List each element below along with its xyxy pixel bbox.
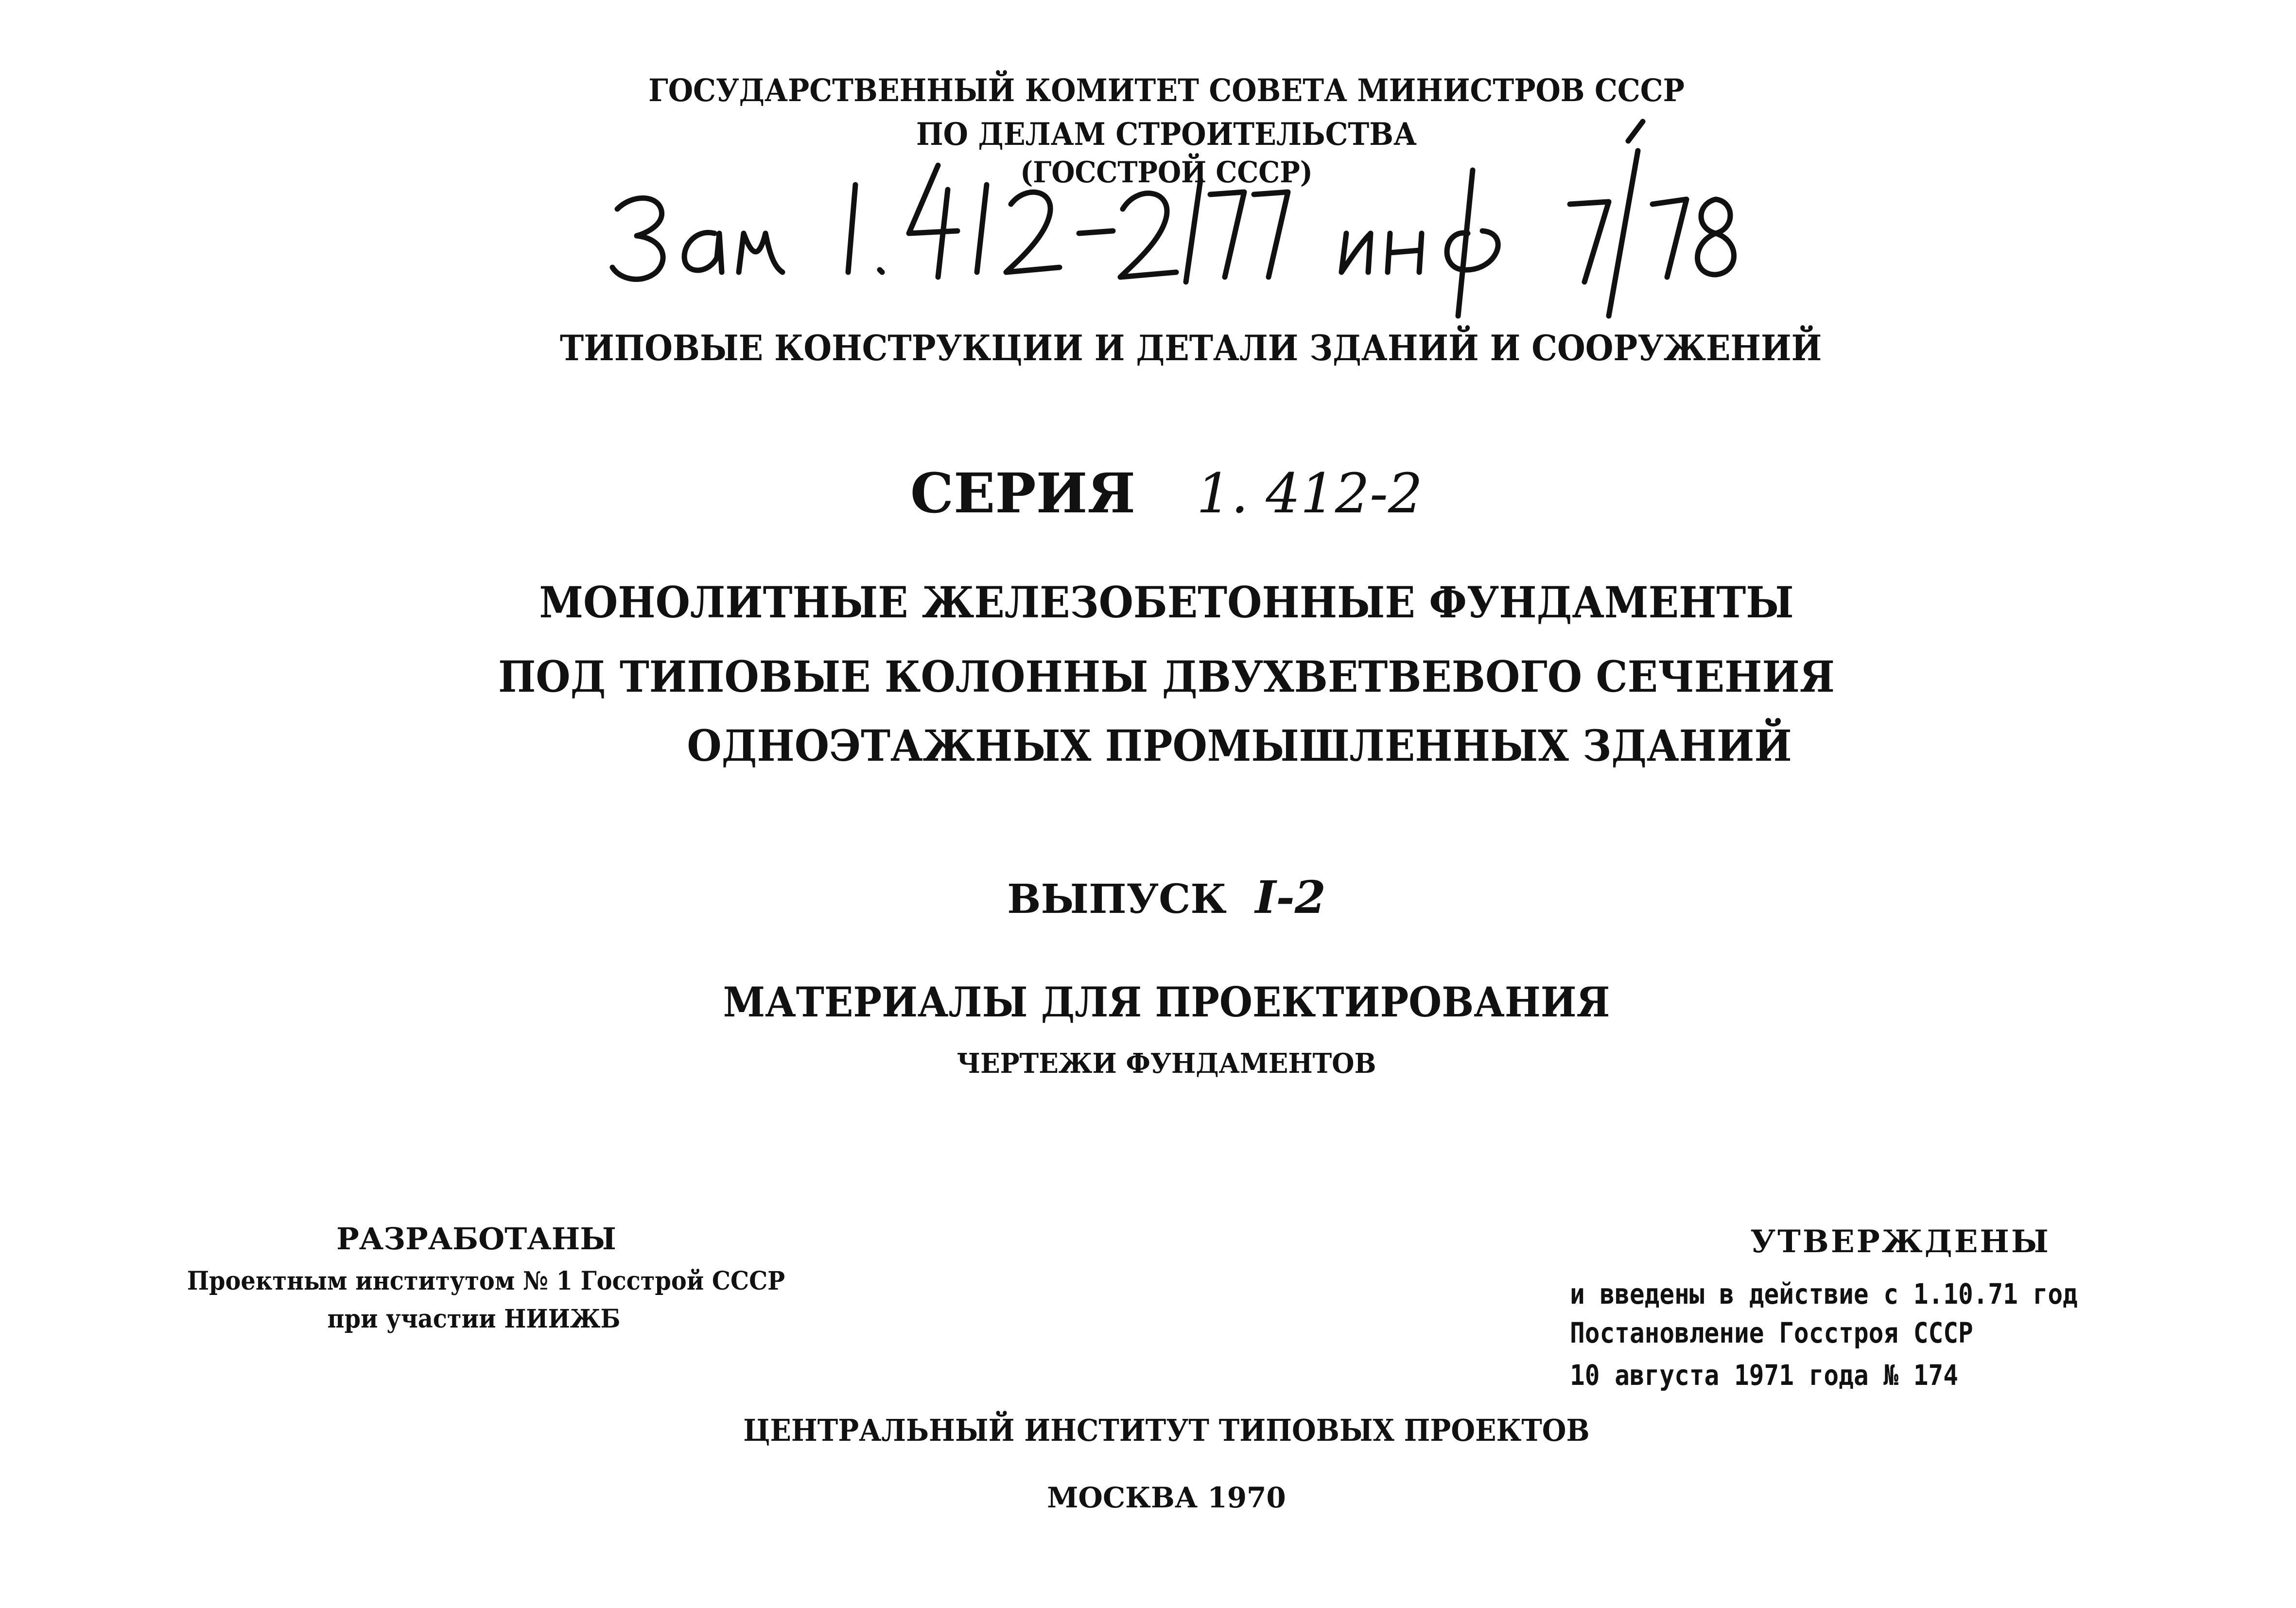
approved-line-3: 10 августа 1971 года № 174 — [1570, 1359, 1958, 1392]
committee-line-3: (ГОССТРОЙ СССР) — [1020, 156, 1313, 190]
developed-heading: РАЗРАБОТАНЫ — [336, 1221, 616, 1257]
series-line — [680, 462, 1652, 525]
title-line-1: МОНОЛИТНЫЕ ЖЕЛЕЗОБЕТОННЫЕ ФУНДАМЕНТЫ — [539, 577, 1794, 628]
committee-line-1: ГОСУДАРСТВЕННЫЙ КОМИТЕТ СОВЕТА МИНИСТРОВ СССР — [648, 72, 1685, 109]
handwritten-annotation — [598, 112, 1842, 335]
materials-heading: МАТЕРИАЛЫ ДЛЯ ПРОЕКТИРОВАНИЯ — [723, 978, 1610, 1026]
title-line-3: ОДНОЭТАЖНЫХ ПРОМЫШЛЕННЫХ ЗДАНИЙ — [687, 720, 1792, 771]
developed-line-1: Проектным институтом № 1 Госстрой СССР — [187, 1266, 785, 1296]
drawings-subheading: ЧЕРТЕЖИ ФУНДАМЕНТОВ — [957, 1048, 1376, 1080]
developed-line-2: при участии НИИЖБ — [327, 1304, 621, 1334]
series-number: 1. 412-2 — [1196, 462, 1423, 525]
title-line-2: ПОД ТИПОВЫЕ КОЛОННЫ ДВУХВЕТВЕВОГО СЕЧЕНИЯ — [498, 651, 1835, 702]
issue-label: ВЫПУСК — [1007, 876, 1227, 923]
approved-line-2: Постановление Госстроя СССР — [1570, 1316, 1973, 1349]
city-year: МОСКВА 1970 — [1047, 1481, 1286, 1514]
publisher-name: ЦЕНТРАЛЬНЫЙ ИНСТИТУТ ТИПОВЫХ ПРОЕКТОВ — [743, 1413, 1590, 1448]
committee-line-2: ПО ДЕЛАМ СТРОИТЕЛЬСТВА — [916, 116, 1417, 153]
issue-number: I-2 — [1255, 871, 1326, 924]
typical-constructions-heading: ТИПОВЫЕ КОНСТРУКЦИИ И ДЕТАЛИ ЗДАНИЙ И СООРУЖЕНИЙ — [559, 327, 1822, 368]
approved-heading: УТВЕРЖДЕНЫ — [1750, 1223, 2051, 1260]
issue-line — [778, 871, 1555, 924]
series-label: СЕРИЯ — [910, 462, 1136, 525]
approved-line-1: и введены в действие с 1.10.71 год — [1570, 1277, 2078, 1311]
